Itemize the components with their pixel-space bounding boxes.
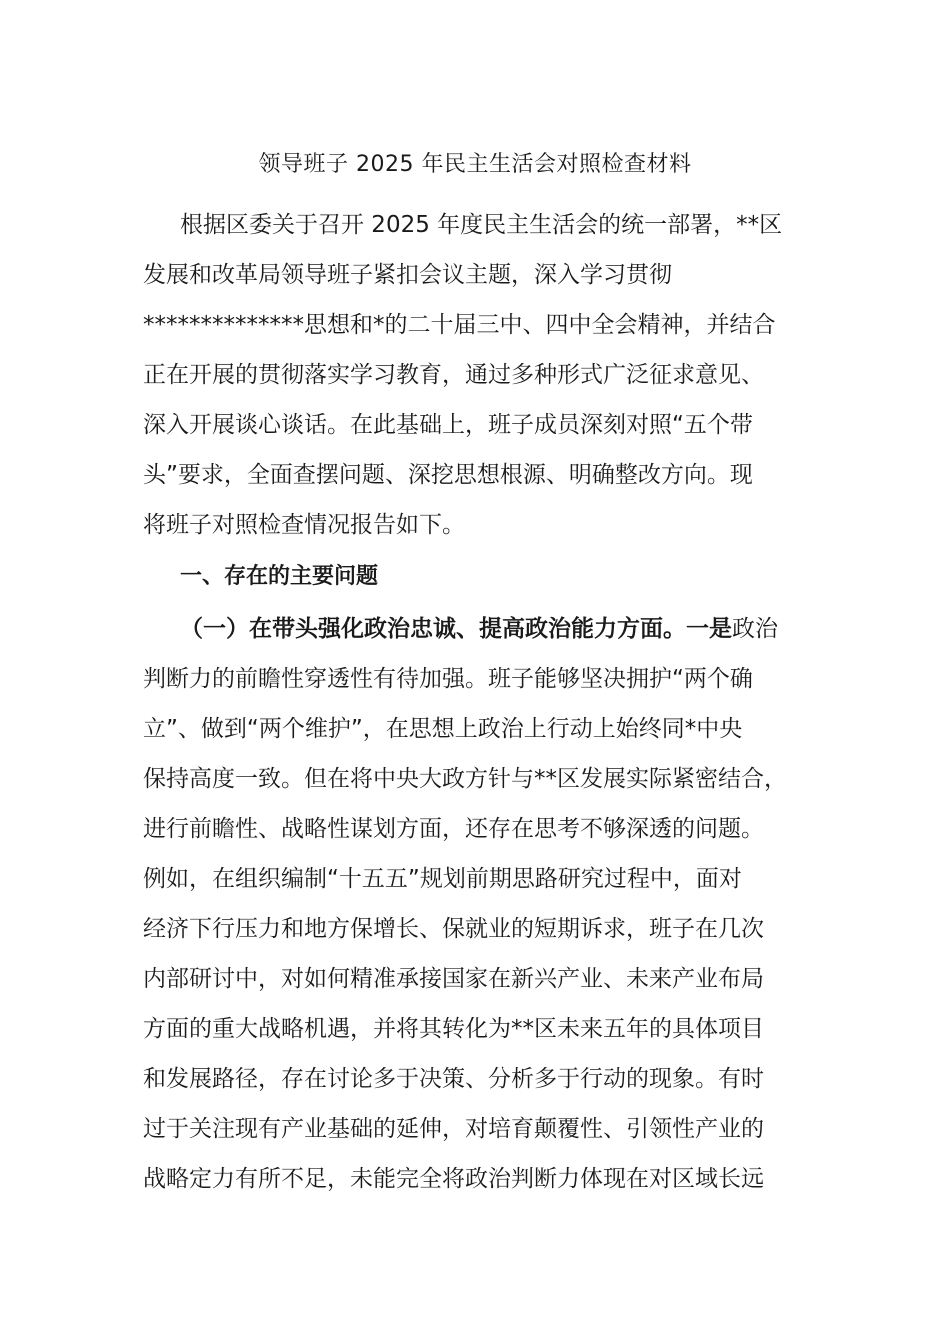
body-line: 保持高度一致。但在将中央大政方针与**区发展实际紧密结合， <box>143 766 787 792</box>
subsection-first-line <box>143 604 808 654</box>
body-line: 内部研讨中，对如何精准承接国家在新兴产业、未来产业布局 <box>143 966 764 992</box>
body-line: 经济下行压力和地方保增长、保就业的短期诉求，班子在几次 <box>143 916 764 942</box>
section-heading: 一、存在的主要问题 <box>180 564 379 589</box>
first-line-rest: 政治 <box>732 616 778 642</box>
body-line: 判断力的前瞻性穿透性有待加强。班子能够坚决拥护“两个确 <box>143 666 753 692</box>
body-line: 方面的重大战略机遇，并将其转化为**区未来五年的具体项目 <box>143 1016 764 1042</box>
intro-line: 发展和改革局领导班子紧扣会议主题，深入学习贯彻 <box>143 262 672 288</box>
intro-line: 深入开展谈心谈话。在此基础上，班子成员深刻对照“五个带 <box>143 412 753 438</box>
body-line: 进行前瞻性、战略性谋划方面，还存在思考不够深透的问题。 <box>143 816 764 842</box>
body-line: 立”、做到“两个维护”，在思想上政治上行动上始终同*中央 <box>143 716 743 742</box>
subsection-heading: （一）在带头强化政治忠诚、提高政治能力方面。 <box>180 616 686 642</box>
intro-line: 正在开展的贯彻落实学习教育，通过多种形式广泛征求意见、 <box>143 362 764 388</box>
body-line: 战略定力有所不足，未能完全将政治判断力体现在对区域长远 <box>143 1166 764 1192</box>
intro-line: 将班子对照检查情况报告如下。 <box>143 512 465 538</box>
body-line: 和发展路径，存在讨论多于决策、分析多于行动的现象。有时 <box>143 1066 764 1092</box>
intro-line: 头”要求，全面查摆问题、深挖思想根源、明确整改方向。现 <box>143 462 753 488</box>
intro-paragraph <box>143 200 808 550</box>
intro-line: 根据区委关于召开 2025 年度民主生活会的统一部署，**区 <box>180 212 783 238</box>
subsection-paragraph <box>143 604 808 1204</box>
document-title: 领导班子 2025 年民主生活会对照检查材料 <box>258 152 692 177</box>
point-label: 一是 <box>686 616 732 642</box>
body-line: 过于关注现有产业基础的延伸，对培育颠覆性、引领性产业的 <box>143 1116 764 1142</box>
body-line: 例如，在组织编制“十五五”规划前期思路研究过程中，面对 <box>143 866 742 892</box>
section-block <box>143 552 808 602</box>
intro-line: **************思想和*的二十届三中、四中全会精神，并结合 <box>143 312 776 338</box>
